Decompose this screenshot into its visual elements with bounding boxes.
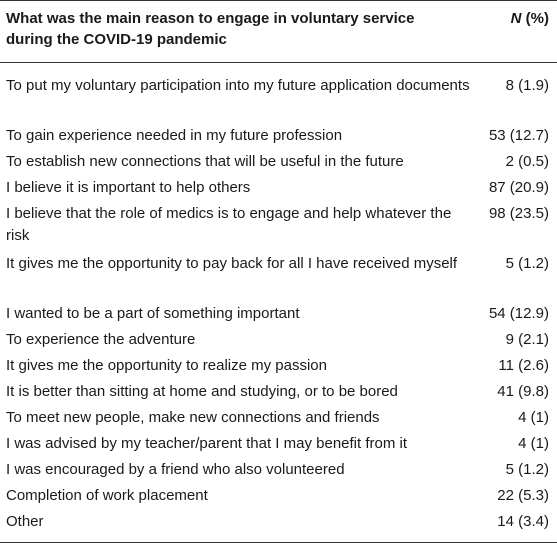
table-row (0, 329, 557, 355)
table-row (0, 151, 557, 177)
table-row (0, 253, 557, 303)
table-row (0, 177, 557, 203)
row-reason: To put my voluntary participation into my future application documents (6, 77, 470, 94)
table-header (0, 0, 557, 62)
row-value: 5 (1.2) (505, 255, 549, 272)
table-row (0, 407, 557, 433)
table-body (0, 75, 557, 537)
table-row (0, 355, 557, 381)
row-reason: I believe it is important to help others (6, 179, 251, 196)
row-reason: It gives me the opportunity to realize my passion (6, 357, 327, 374)
row-reason: I was encouraged by a friend who also volunteered (6, 461, 345, 478)
table-row (0, 381, 557, 407)
row-value: 54 (12.9) (488, 305, 549, 322)
row-value: 14 (3.4) (497, 513, 549, 530)
table-row (0, 203, 557, 253)
row-value: 87 (20.9) (488, 179, 549, 196)
row-value: 98 (23.5) (488, 205, 549, 222)
row-reason: It is better than sitting at home and studying, or to be bored (6, 383, 398, 400)
row-reason: I wanted to be a part of something important (6, 305, 300, 322)
row-reason: I believe that the role of medics is to engage and help whatever the risk (6, 205, 452, 244)
table-row (0, 485, 557, 511)
table-row (0, 125, 557, 151)
row-reason: To establish new connections that will be useful in the future (6, 153, 404, 170)
row-value: 9 (2.1) (505, 331, 549, 348)
header-question: What was the main reason to engage in voluntary service during the COVID-19 pandemic (6, 10, 415, 48)
row-value: 53 (12.7) (488, 127, 549, 144)
row-value: 4 (1) (518, 435, 549, 452)
table-row (0, 511, 557, 537)
row-reason: To gain experience needed in my future profession (6, 127, 343, 144)
row-reason: Completion of work placement (6, 487, 208, 504)
row-reason: To meet new people, make new connections and friends (6, 409, 380, 426)
row-reason: Other (6, 513, 44, 530)
table-row (0, 459, 557, 485)
row-value: 22 (5.3) (497, 487, 549, 504)
header-n-label: N (510, 10, 522, 27)
row-value: 2 (0.5) (505, 153, 549, 170)
table-row (0, 303, 557, 329)
header-pct-label: (%) (521, 10, 549, 27)
header-n-pct (511, 8, 549, 29)
row-reason: To experience the adventure (6, 331, 196, 348)
row-reason: It gives me the opportunity to pay back for all I have received myself (6, 255, 458, 272)
table-header-rule (0, 62, 557, 63)
row-value: 4 (1) (518, 409, 549, 426)
row-value: 8 (1.9) (505, 77, 549, 94)
table-row (0, 75, 557, 125)
row-value: 5 (1.2) (505, 461, 549, 478)
row-value: 41 (9.8) (497, 383, 549, 400)
table-row (0, 433, 557, 459)
row-value: 11 (2.6) (498, 357, 549, 374)
row-reason: I was advised by my teacher/parent that I may benefit from it (6, 435, 408, 452)
table-bottom-rule (0, 542, 557, 543)
